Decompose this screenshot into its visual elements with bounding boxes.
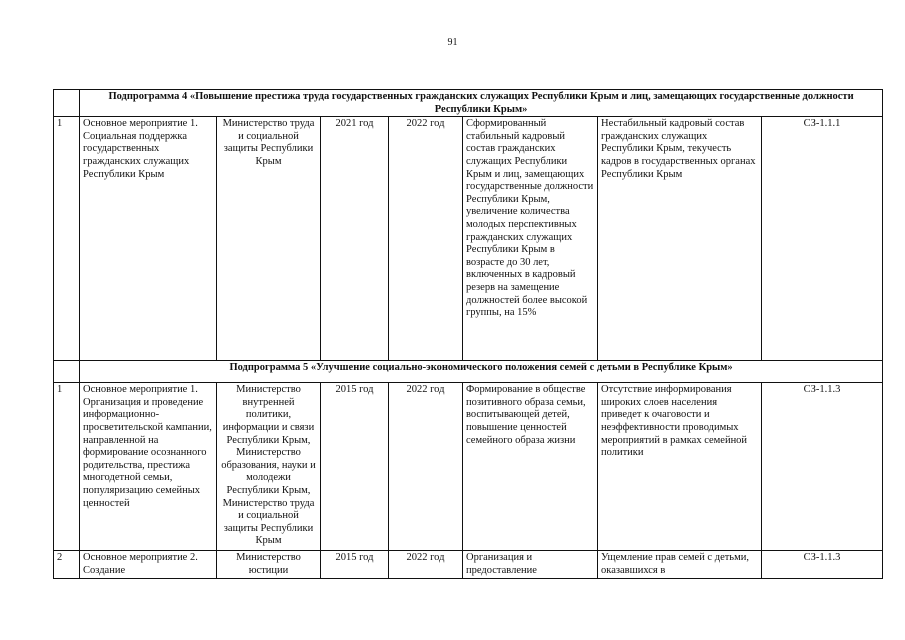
indicator-code-cell: СЗ-1.1.3 [762,383,883,551]
subprogram-5-header [54,361,883,383]
expected-result-cell: Сформированный стабильный кадровый состав гражданских служащих Республики Крым и лиц, замещающих государственные должности Республики Крым, увеличение количества молодых перспективных гражданских служащих Республики Крым в возрасте до 30 лет, включенных в кадровый резерв на замещение должностей более высокой группы, на 15% [463,117,598,361]
activities-table [53,89,883,579]
executor-cell: Министерство труда и социальной защиты Республики Крым [217,117,321,361]
activity-cell: Основное мероприятие 1. Социальная поддержка государственных гражданских служащих Республики Крым [80,117,217,361]
table-row [54,117,883,361]
consequences-cell: Ущемление прав семей с детьми, оказавшихся в [598,551,762,579]
activity-cell: Основное мероприятие 1. Организация и проведение информационно-просветительской кампании, направленной на формирование осознанного родительства, престижа многодетной семьи, популяризацию семейных ценностей [80,383,217,551]
end-year-cell: 2022 год [389,551,463,579]
row-number: 1 [54,383,80,551]
executor-cell: Министерство юстиции [217,551,321,579]
start-year-cell: 2021 год [321,117,389,361]
indicator-code-cell: СЗ-1.1.3 [762,551,883,579]
consequences-cell: Нестабильный кадровый состав гражданских служащих Республики Крым, текучесть кадров в государственных органах Республики Крым [598,117,762,361]
start-year-cell: 2015 год [321,383,389,551]
subprogram-4-header [54,90,883,117]
row-number: 1 [54,117,80,361]
subprogram-title: Подпрограмма 5 «Улучшение социально-экономического положения семей с детьми в Республике Крым» [80,361,883,383]
expected-result-cell: Организация и предоставление [463,551,598,579]
end-year-cell: 2022 год [389,383,463,551]
indicator-code-cell: СЗ-1.1.1 [762,117,883,361]
end-year-cell: 2022 год [389,117,463,361]
consequences-cell: Отсутствие информирования широких слоев населения приведет к очаговости и неэффективности проводимых мероприятий в рамках семейной политики [598,383,762,551]
table-row [54,551,883,579]
page-number: 91 [447,37,458,48]
table-row [54,383,883,551]
subprogram-title: Подпрограмма 4 «Повышение престижа труда государственных гражданских служащих Республики Крым и лиц, замещающих государственные должности Республики Крым» [80,90,883,117]
executor-cell: Министерство внутренней политики, информации и связи Республики Крым, Министерство образования, науки и молодежи Республики Крым, Министерство труда и социальной защиты Республики Крым [217,383,321,551]
blank-cell [54,90,80,117]
start-year-cell: 2015 год [321,551,389,579]
activity-cell: Основное мероприятие 2. Создание [80,551,217,579]
row-number: 2 [54,551,80,579]
blank-cell [54,361,80,383]
expected-result-cell: Формирование в обществе позитивного образа семьи, воспитывающей детей, повышение ценностей семейного образа жизни [463,383,598,551]
